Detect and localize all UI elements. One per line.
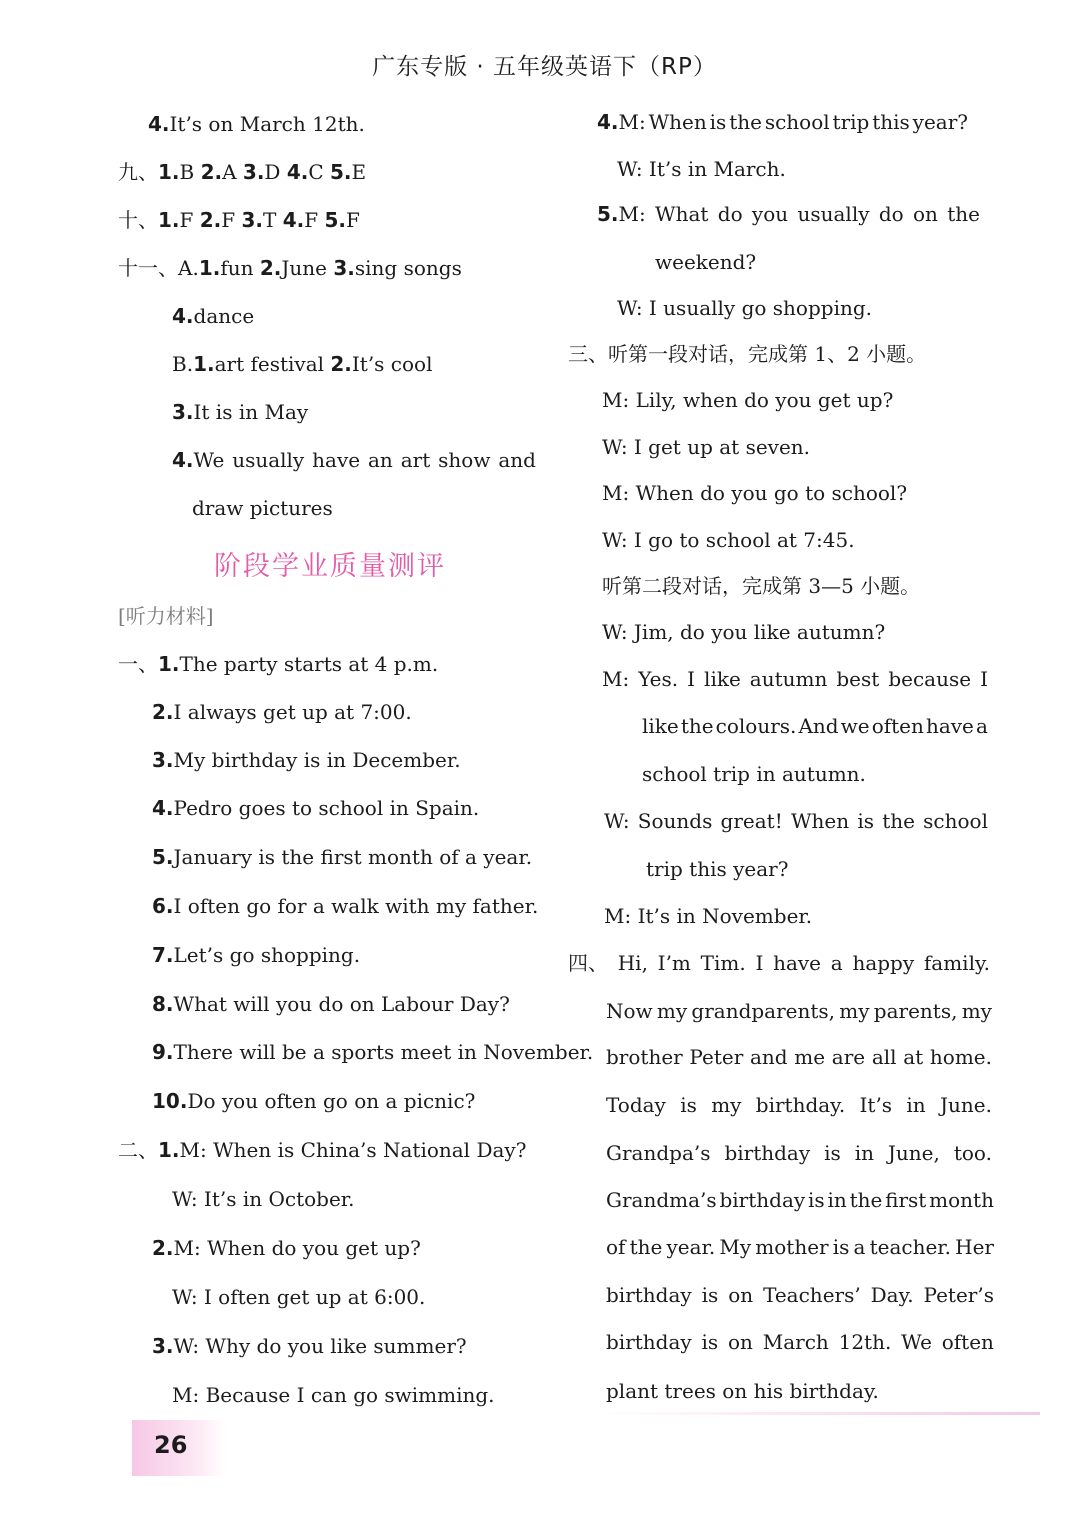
word: the (680, 714, 714, 738)
word: parents, (873, 999, 958, 1023)
word: I’m (657, 951, 691, 975)
item-text: W: It’s in March. (617, 157, 786, 181)
item-text: There will be a sports meet in November. (173, 1040, 594, 1064)
right-line (606, 1330, 994, 1354)
item-text: E (351, 160, 367, 184)
item-number: 4. (148, 112, 170, 136)
left-line (152, 1236, 421, 1260)
right-line (602, 435, 810, 459)
item-text: 三、听第一段对话，完成第 1、2 小题。 (568, 342, 927, 366)
item-number: 1. (158, 208, 180, 232)
right-line (606, 999, 992, 1023)
item-number: 3. (242, 160, 265, 184)
word: teacher. (869, 1235, 952, 1259)
word: the (882, 809, 915, 833)
item-number: 2. (200, 160, 223, 184)
word: birthday (719, 1188, 806, 1212)
item-text: W: Why do you like summer? (173, 1334, 467, 1358)
word: school (923, 809, 988, 833)
word: on (728, 1330, 753, 1354)
left-line (152, 1040, 593, 1064)
word: I (755, 951, 764, 975)
word: June. (940, 1093, 992, 1117)
item-text: M: It’s in November. (604, 904, 813, 928)
item-number: 3. (172, 400, 194, 424)
left-line (152, 1334, 467, 1358)
word: often (941, 1330, 994, 1354)
word: Peter (689, 1045, 744, 1069)
word: all (871, 1045, 897, 1069)
word: It’s (859, 1093, 893, 1117)
left-line (118, 256, 462, 280)
word: show (438, 448, 491, 472)
item-number: 2. (259, 256, 282, 280)
item-number: 4. (172, 448, 194, 472)
word: usually (232, 448, 305, 472)
word: 4.We (172, 448, 225, 472)
word: is (807, 1188, 825, 1212)
right-line (597, 110, 968, 134)
item-text: 一、 (118, 652, 158, 676)
item-text: W: I get up at seven. (602, 435, 811, 459)
word: 12th. (838, 1330, 892, 1354)
right-line (655, 250, 756, 274)
item-number: 5. (324, 208, 346, 232)
left-line (118, 208, 360, 232)
item-text: 听第二段对话，完成第 3—5 小题。 (602, 574, 921, 598)
item-text: F (221, 208, 242, 232)
word: March (762, 1330, 829, 1354)
word: at (903, 1045, 924, 1069)
word: month (929, 1188, 994, 1212)
word: on (728, 1283, 754, 1307)
word: Sounds (637, 809, 713, 833)
word: like (704, 667, 741, 691)
right-line (568, 951, 990, 975)
word: this (872, 110, 910, 134)
item-text: It’s cool (351, 352, 433, 376)
word: me (794, 1045, 826, 1069)
word: brother (606, 1045, 683, 1069)
word: an (368, 448, 393, 472)
word: my (839, 999, 870, 1023)
word: of (606, 1235, 626, 1259)
word: have (773, 951, 822, 975)
item-number: 5. (330, 160, 352, 184)
word: a (975, 714, 988, 738)
item-number: 5. (152, 845, 174, 869)
word: is (701, 1330, 719, 1354)
word: Grandma’s (606, 1188, 717, 1212)
right-line (606, 1045, 992, 1069)
word: my (961, 999, 992, 1023)
word: best (836, 667, 880, 691)
word: my (711, 1093, 742, 1117)
item-text: plant trees on his birthday. (606, 1379, 879, 1403)
word: because (888, 667, 972, 691)
item-text: F (179, 208, 200, 232)
item-text: I always get up at 7:00. (173, 700, 412, 724)
word: my (656, 999, 688, 1023)
right-line (602, 574, 920, 598)
left-line (152, 894, 538, 918)
word: 4.M: (597, 110, 646, 134)
word: in (906, 1093, 926, 1117)
item-text: My birthday is in December. (173, 748, 461, 772)
item-number: 4. (597, 110, 619, 134)
word: When (790, 809, 850, 833)
left-line (172, 400, 308, 424)
item-text: dance (193, 304, 255, 328)
word: is (832, 1235, 850, 1259)
item-number: 6. (152, 894, 174, 918)
item-text: 二、 (118, 1138, 158, 1162)
word: a (830, 951, 843, 975)
item-text: A (222, 160, 243, 184)
item-text: W: I usually go shopping. (617, 296, 872, 320)
word: I (687, 667, 696, 691)
word: in (854, 1141, 874, 1165)
item-text: art festival (214, 352, 331, 376)
word: birthday. (755, 1093, 846, 1117)
item-text: weekend? (655, 250, 757, 274)
item-number: 3. (152, 1334, 174, 1358)
item-text: M: Lily, when do you get up? (602, 388, 894, 412)
item-number: 1. (158, 652, 180, 676)
item-text: draw pictures (192, 496, 333, 520)
word: What (655, 202, 709, 226)
item-text: W: I go to school at 7:45. (602, 528, 855, 552)
word: do (878, 202, 904, 226)
left-line (118, 1138, 526, 1162)
left-line (172, 352, 433, 376)
right-line (604, 809, 988, 833)
item-number: 1. (198, 256, 221, 280)
word: have (925, 714, 974, 738)
right-line (606, 1188, 994, 1212)
item-text: B. (172, 352, 194, 376)
word: June, (887, 1141, 940, 1165)
word: is (824, 1141, 841, 1165)
word: like (642, 714, 679, 738)
left-line (152, 845, 532, 869)
item-number: 3. (241, 208, 264, 232)
word: home. (929, 1045, 992, 1069)
word: Hi, (617, 951, 648, 975)
left-line (152, 796, 479, 820)
item-number: 1. (193, 352, 215, 376)
right-line (606, 1235, 994, 1259)
word: the (729, 110, 762, 134)
item-text: What will you do on Labour Day? (173, 992, 510, 1016)
item-text: W: I often get up at 6:00. (172, 1285, 426, 1309)
word: grandparents, (691, 999, 836, 1023)
item-text: C (308, 160, 331, 184)
word: on (912, 202, 938, 226)
word: have (312, 448, 361, 472)
item-number: 7. (152, 943, 174, 967)
word: and (498, 448, 536, 472)
item-text: M: Because I can go swimming. (172, 1383, 495, 1407)
left-line (172, 1383, 495, 1407)
right-line (602, 528, 855, 552)
word: the (629, 1235, 663, 1259)
word: mother (755, 1235, 829, 1259)
word: birthday (606, 1330, 692, 1354)
word: is (709, 110, 727, 134)
section-title: 阶段学业质量测评 (214, 551, 446, 582)
word: 5.M: (597, 202, 646, 226)
left-line (192, 496, 333, 520)
word: Day. (870, 1283, 914, 1307)
right-line (606, 1093, 992, 1117)
left-line (172, 1285, 425, 1309)
left-line (118, 652, 438, 676)
item-number: 2. (330, 352, 352, 376)
word: usually (797, 202, 870, 226)
left-line (118, 160, 366, 184)
right-line (606, 1379, 879, 1403)
word: is (701, 1283, 719, 1307)
word: year. (666, 1235, 716, 1259)
right-line (602, 481, 907, 505)
item-number: 1. (158, 160, 180, 184)
item-number: 4. (172, 304, 194, 328)
item-text: D (264, 160, 287, 184)
item-number: 2. (152, 1236, 174, 1260)
word: W: (604, 809, 630, 833)
item-text: F (304, 208, 325, 232)
item-text: Pedro goes to school in Spain. (173, 796, 480, 820)
word: in (827, 1188, 847, 1212)
item-number: 4. (286, 160, 309, 184)
right-line (597, 202, 980, 226)
listening-label: [听力材料] (118, 604, 214, 628)
word: year? (912, 110, 968, 134)
right-line (602, 620, 885, 644)
word: is (857, 809, 874, 833)
item-text: M: When do you get up? (173, 1236, 421, 1260)
item-text: sing songs (354, 256, 462, 280)
left-line (152, 700, 412, 724)
item-number: 3. (333, 256, 355, 280)
word: and (749, 1045, 788, 1069)
word: colours. (715, 714, 797, 738)
item-text: The party starts at 4 p.m. (179, 652, 439, 676)
item-text: January is the first month of a year. (173, 845, 533, 869)
item-text: T (263, 208, 283, 232)
item-text: W: It’s in October. (172, 1187, 355, 1211)
item-text: 十一、A. (118, 256, 199, 280)
item-number: 9. (152, 1040, 174, 1064)
item-text: M: When is China’s National Day? (179, 1138, 527, 1162)
word: My (719, 1235, 752, 1259)
word: first (885, 1188, 927, 1212)
word: Tim. (700, 951, 746, 975)
item-text: trip this year? (646, 857, 789, 881)
word: are (831, 1045, 866, 1069)
word: the (947, 202, 980, 226)
word: art (400, 448, 431, 472)
left-line (152, 943, 360, 967)
right-line (568, 342, 926, 366)
left-line (152, 748, 461, 772)
word: When (648, 110, 707, 134)
left-line (152, 1089, 475, 1113)
left-line (148, 112, 365, 136)
item-number: 4. (282, 208, 305, 232)
left-line (172, 1187, 355, 1211)
word: the (849, 1188, 883, 1212)
word: And (798, 714, 839, 738)
word: We (901, 1330, 932, 1354)
item-number: 3. (152, 748, 174, 772)
word: birthday (724, 1141, 811, 1165)
item-text: 十、 (118, 208, 158, 232)
item-text: school trip in autumn. (642, 762, 866, 786)
word: Yes. (638, 667, 679, 691)
page-header: 广东专版 · 五年级英语下（RP） (372, 54, 717, 80)
word: happy (852, 951, 915, 975)
item-text: B (179, 160, 201, 184)
word: birthday (606, 1283, 692, 1307)
item-text: Do you often go on a picnic? (187, 1089, 476, 1113)
word: we (840, 714, 870, 738)
item-text: fun (220, 256, 260, 280)
item-number: 1. (158, 1138, 180, 1162)
item-text: Let’s go shopping. (173, 943, 361, 967)
word: autumn (749, 667, 828, 691)
item-text: It’s on March 12th. (169, 112, 365, 136)
word: 四、 (568, 951, 608, 975)
item-number: 5. (597, 202, 619, 226)
item-number: 4. (152, 796, 174, 820)
left-line (172, 448, 536, 472)
word: Peter’s (923, 1283, 994, 1307)
item-text: M: When do you go to school? (602, 481, 908, 505)
item-text: W: Jim, do you like autumn? (602, 620, 886, 644)
right-line (642, 762, 866, 786)
page-number: 26 (132, 1420, 226, 1476)
item-text: F (345, 208, 360, 232)
word: school (764, 110, 830, 134)
left-line (172, 304, 254, 328)
word: do (717, 202, 743, 226)
right-line (606, 1283, 994, 1307)
item-number: 8. (152, 992, 174, 1016)
word: Grandpa’s (606, 1141, 711, 1165)
item-text: June (281, 256, 334, 280)
word: great! (720, 809, 783, 833)
item-text: I often go for a walk with my father. (173, 894, 539, 918)
decorative-rule (600, 1412, 1040, 1415)
word: Her (955, 1235, 994, 1259)
item-text: 九、 (118, 160, 158, 184)
right-line (617, 296, 872, 320)
right-line (606, 1141, 992, 1165)
right-line (646, 857, 788, 881)
right-line (617, 157, 786, 181)
word: I (980, 667, 988, 691)
word: family. (923, 951, 990, 975)
right-line (604, 904, 812, 928)
word: too. (953, 1141, 992, 1165)
word: is (680, 1093, 697, 1117)
word: a (853, 1235, 866, 1259)
left-line (152, 992, 510, 1016)
word: often (871, 714, 924, 738)
item-number: 2. (152, 700, 174, 724)
word: Now (606, 999, 653, 1023)
word: trip (832, 110, 870, 134)
right-line (602, 388, 893, 412)
right-line (642, 714, 988, 738)
word: Today (606, 1093, 666, 1117)
item-number: 10. (152, 1089, 188, 1113)
item-number: 2. (199, 208, 222, 232)
right-line (602, 667, 988, 691)
word: you (751, 202, 789, 226)
word: M: (602, 667, 630, 691)
word: Teachers’ (763, 1283, 861, 1307)
item-text: It is in May (193, 400, 309, 424)
